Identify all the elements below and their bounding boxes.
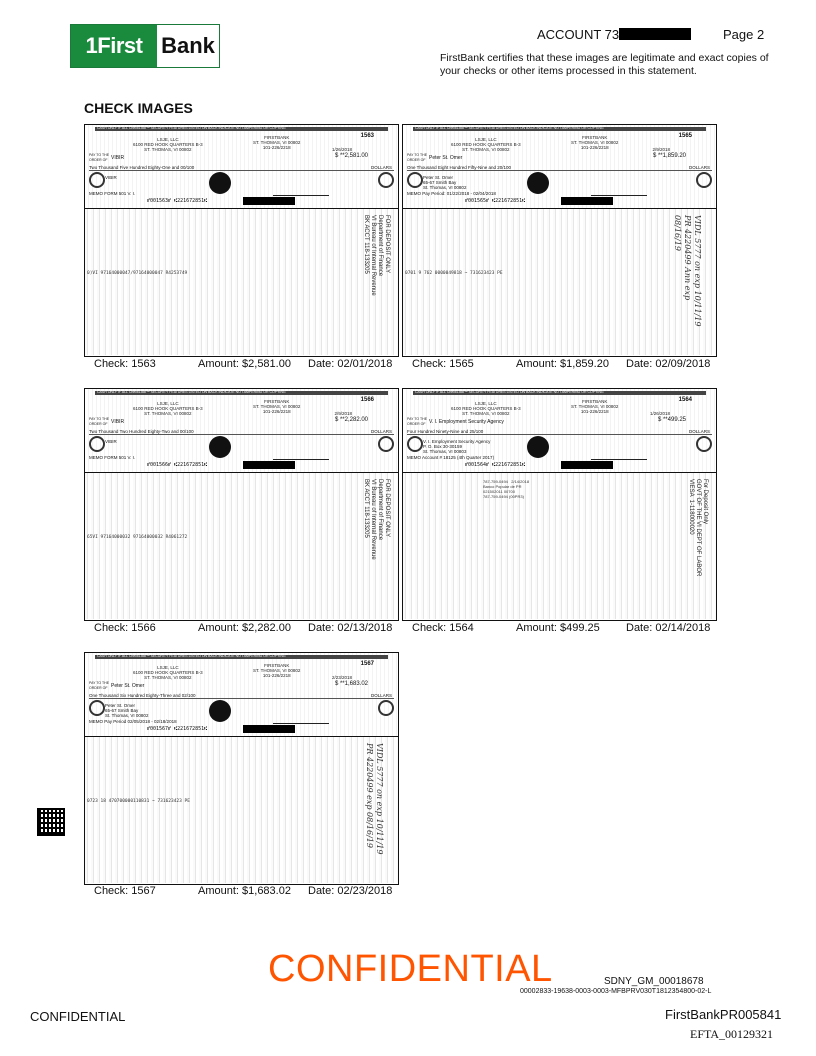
circle-mark-icon	[407, 436, 423, 452]
check-front	[403, 125, 716, 209]
circle-mark-icon	[89, 436, 105, 452]
check-front	[403, 389, 716, 473]
bates-subnumber: 00002833-19638-0003-0003-MFBPRV030T1812354800-02-L	[520, 988, 712, 995]
amount-box: $ **2,581.00	[334, 153, 368, 159]
endorsement-stamp: FOR DEPOSIT ONLY Department of Finance VI Bureau of Internal Revenue BK ACCT 118-133205	[363, 215, 390, 296]
drawer-name: LSJE, LLC 6100 RED HOOK QUARTERS B-3 ST. THOMAS, VI 00802	[451, 401, 521, 416]
check-front	[85, 653, 398, 737]
check-image	[84, 388, 399, 621]
caption-check-number: Check: 1563	[94, 358, 156, 370]
circle-mark-icon	[89, 172, 105, 188]
memo-label: MEMO	[407, 191, 421, 196]
memo-text: FORM 501 V. I.	[104, 455, 136, 460]
check-number: 1566	[360, 397, 374, 403]
amount-box: $ **1,683.02	[334, 681, 368, 687]
micr-line: ⑈001563⑈ ⑆221672851⑆	[147, 198, 208, 204]
amount-box: $ **499.25	[657, 417, 686, 423]
payee-address: VIBIR	[105, 175, 117, 180]
redaction-box	[561, 197, 613, 205]
back-center-stamp: 787-759-0494 2/14/2018 Banco Popular de PR 021502011 00700 787-759-0494 (00PR3)	[483, 479, 530, 499]
circle-mark-icon	[378, 436, 394, 452]
signature-icon	[591, 185, 647, 196]
signature-icon	[273, 185, 329, 196]
redaction-box	[243, 197, 295, 205]
handwritten-endorsement: VIDL 5777 on exp 10/11/19 PR 4220499 exp 08/16/19	[365, 743, 384, 855]
seal-icon	[527, 436, 549, 458]
check-back	[85, 209, 398, 355]
check-number: 1564	[678, 397, 692, 403]
payee: VIBIR	[111, 419, 125, 425]
signature-icon	[591, 449, 647, 460]
amount-words	[407, 429, 712, 435]
pay-to-label: PAY TO THE ORDER OF	[407, 417, 428, 426]
caption-date: Date: 02/23/2018	[308, 885, 393, 897]
bates-number: SDNY_GM_00018678	[604, 976, 704, 987]
caption-amount: Amount: $499.25	[516, 622, 600, 634]
memo-text: Account # 18125 (4th Quarter 2017)	[422, 455, 495, 460]
pay-to-label: PAY TO THE ORDER OF	[89, 681, 110, 690]
memo	[89, 719, 177, 724]
footer-bank-id: FirstBankPR005841	[665, 1007, 782, 1022]
check-back	[85, 473, 398, 619]
pay-to-label: PAY TO THE ORDER OF	[407, 153, 428, 162]
amount-words-text: Four Hundred Ninety-Nine and 25/100	[407, 429, 484, 434]
dollars-label: DOLLARS	[688, 165, 710, 170]
drawer-name: LSJE, LLC 6100 RED HOOK QUARTERS B-3 ST. THOMAS, VI 00802	[133, 401, 203, 416]
caption-date: Date: 02/01/2018	[308, 358, 393, 370]
amount-words	[89, 165, 394, 171]
check-back	[85, 737, 398, 883]
pay-to-label: PAY TO THE ORDER OF	[89, 417, 110, 426]
memo-text: FORM 501 V. I.	[104, 191, 136, 196]
caption-amount: Amount: $1,859.20	[516, 358, 609, 370]
logo-part1: 1First	[71, 25, 157, 67]
dollars-label: DOLLARS	[370, 693, 392, 698]
drawer-name: LSJE, LLC 6100 RED HOOK QUARTERS B-3 ST. THOMAS, VI 00802	[451, 137, 521, 152]
dollars-label: DOLLARS	[688, 429, 710, 434]
check-back	[403, 209, 716, 355]
security-band-text: CASH ONLY IF ALL CheckLock™ SECURITY FEATURES LISTED ON BACK INDICATE NO TAMPERING OR COPYING	[415, 126, 604, 130]
caption-check-number: Check: 1565	[412, 358, 474, 370]
endorsement-stamp: For Deposit Only GOVT OF THE VI DEPT OF LABOR VIESA 1-118000020	[688, 479, 708, 577]
memo-label: MEMO	[89, 719, 103, 724]
seal-icon	[209, 700, 231, 722]
amount-box: $ **1,859.20	[652, 153, 686, 159]
check-image	[402, 388, 717, 621]
drawer-name: LSJE, LLC 6100 RED HOOK QUARTERS B-3 ST. THOMAS, VI 00802	[133, 665, 203, 680]
payee: VIBIR	[111, 155, 125, 161]
seal-icon	[209, 436, 231, 458]
back-micr-line: 0723 18 470700000110831 ~ 731623423 PE	[87, 799, 190, 804]
micr-line: ⑈001564⑈ ⑆221672851⑆	[465, 462, 526, 468]
signature-icon	[273, 449, 329, 460]
endorsement-stamp: FOR DEPOSIT ONLY Department of Finance VI Bureau of Internal Revenue BK ACCT 118-133205	[363, 479, 390, 560]
caption-date: Date: 02/09/2018	[626, 358, 711, 370]
firstbank-logo	[70, 24, 220, 68]
seal-icon	[209, 172, 231, 194]
bank-name: FIRSTBANK ST. THOMAS, VI 00802 101-226/2218	[253, 135, 301, 150]
check-date: 2/9/2018	[334, 411, 352, 416]
bank-name: FIRSTBANK ST. THOMAS, VI 00802 101-226/2218	[571, 399, 619, 414]
memo-label: MEMO	[89, 455, 103, 460]
payee-address: Peter St. Omer 65-67 Smith Bay St. Thomas, VI 00802	[105, 703, 149, 718]
handwritten-endorsement: VIDL 5777 on exp 10/11/19 PR 4220499 Ann exp 08/16/19	[673, 215, 702, 327]
dollars-label: DOLLARS	[370, 165, 392, 170]
check-image	[402, 124, 717, 357]
payee-address: VIBIR	[105, 439, 117, 444]
security-band-text: CASH ONLY IF ALL CheckLock™ SECURITY FEATURES LISTED ON BACK INDICATE NO TAMPERING OR COPYING	[97, 654, 286, 658]
check-date: 2/9/2018	[652, 147, 670, 152]
redaction-box	[561, 461, 613, 469]
amount-words	[407, 165, 712, 171]
security-band-text: CASH ONLY IF ALL CheckLock™ SECURITY FEATURES LISTED ON BACK INDICATE NO TAMPERING OR COPYING	[415, 390, 604, 394]
seal-icon	[527, 172, 549, 194]
memo-label: MEMO	[89, 191, 103, 196]
section-title: CHECK IMAGES	[84, 100, 193, 116]
footer-efta-id: EFTA_00129321	[690, 1027, 774, 1041]
check-image	[84, 124, 399, 357]
memo-text: Pay Period: 01/22/2018 - 02/04/2018	[422, 191, 496, 196]
circle-mark-icon	[696, 172, 712, 188]
memo	[89, 191, 135, 196]
caption-date: Date: 02/14/2018	[626, 622, 711, 634]
circle-mark-icon	[407, 172, 423, 188]
caption-amount: Amount: $2,581.00	[198, 358, 291, 370]
account-number	[537, 27, 691, 42]
check-date: 2/23/2018	[331, 675, 352, 680]
page-number: Page 2	[723, 27, 765, 42]
amount-words-text: One Thousand Six Hundred Eighty-Three and 02/100	[89, 693, 196, 698]
redaction-box	[243, 461, 295, 469]
micr-line: ⑈001566⑈ ⑆221672851⑆	[147, 462, 208, 468]
check-back	[403, 473, 716, 619]
circle-mark-icon	[696, 436, 712, 452]
check-image	[84, 652, 399, 885]
bank-name: FIRSTBANK ST. THOMAS, VI 00802 101-226/2218	[253, 663, 301, 678]
memo	[89, 455, 135, 460]
check-number: 1563	[360, 133, 374, 139]
check-date: 1/26/2018	[649, 411, 670, 416]
payee-address: V. I. Employment Security Agency P. O. Box 30-30159 St. Thomas, VI 00803	[423, 439, 491, 454]
amount-box: $ **2,282.00	[334, 417, 368, 423]
security-band-text: CASH ONLY IF ALL CheckLock™ SECURITY FEATURES LISTED ON BACK INDICATE NO TAMPERING OR COPYING	[97, 390, 286, 394]
payee: V. I. Employment Security Agency	[429, 419, 504, 425]
account-label: ACCOUNT 73	[537, 27, 620, 42]
drawer-name: LSJE, LLC 6100 RED HOOK QUARTERS B-3 ST. THOMAS, VI 00802	[133, 137, 203, 152]
caption-date: Date: 02/13/2018	[308, 622, 393, 634]
back-micr-line: 0)VI 97164000047/97164000047 R4253749	[87, 271, 188, 276]
back-micr-line: 65VI 97164000032 97164000032 R4061272	[87, 535, 188, 540]
confidential-stamp: CONFIDENTIAL	[268, 948, 553, 990]
amount-words	[89, 693, 394, 699]
caption-amount: Amount: $1,683.02	[198, 885, 291, 897]
bank-name: FIRSTBANK ST. THOMAS, VI 00802 101-226/2218	[253, 399, 301, 414]
memo	[407, 191, 496, 196]
logo-part2: Bank	[157, 25, 219, 67]
signature-icon	[273, 713, 329, 724]
certification-text: FirstBank certifies that these images are legitimate and exact copies of your checks or other items processed in this statement.	[440, 52, 769, 77]
payee: Peter St. Omer	[429, 155, 463, 161]
circle-mark-icon	[378, 700, 394, 716]
back-micr-line: 0701 9 762 0000049818 ~ 731623423 PE	[405, 271, 503, 276]
check-number: 1567	[360, 661, 374, 667]
caption-amount: Amount: $2,282.00	[198, 622, 291, 634]
security-band-text: CASH ONLY IF ALL CheckLock™ SECURITY FEATURES LISTED ON BACK INDICATE NO TAMPERING OR COPYING	[97, 126, 286, 130]
memo	[407, 455, 494, 460]
dollars-label: DOLLARS	[370, 429, 392, 434]
check-front	[85, 125, 398, 209]
amount-words-text: Two Thousand Two Hundred Eighty-Two and 00/100	[89, 429, 194, 434]
qr-code-icon	[37, 808, 65, 836]
footer-confidential: CONFIDENTIAL	[30, 1009, 126, 1024]
circle-mark-icon	[89, 700, 105, 716]
caption-check-number: Check: 1564	[412, 622, 474, 634]
caption-check-number: Check: 1566	[94, 622, 156, 634]
check-number: 1565	[678, 133, 692, 139]
bank-name: FIRSTBANK ST. THOMAS, VI 00802 101-226/2218	[571, 135, 619, 150]
circle-mark-icon	[378, 172, 394, 188]
micr-line: ⑈001565⑈ ⑆221672851⑆	[465, 198, 526, 204]
check-date: 1/26/2018	[331, 147, 352, 152]
amount-words-text: One Thousand Eight Hundred Fifty-Nine and 20/100	[407, 165, 511, 170]
memo-label: MEMO	[407, 455, 421, 460]
amount-words-text: Two Thousand Five Hundred Eighty-One and 00/100	[89, 165, 195, 170]
payee: Peter St. Omer	[111, 683, 145, 689]
redaction-box	[243, 725, 295, 733]
payee-address: Peter St. Omer 65-67 Smith Bay St. Thomas, VI 00802	[423, 175, 467, 190]
memo-text: Pay Period 02/05/2018 - 02/18/2018	[104, 719, 177, 724]
check-front	[85, 389, 398, 473]
micr-line: ⑈001567⑈ ⑆221672851⑆	[147, 726, 208, 732]
caption-check-number: Check: 1567	[94, 885, 156, 897]
pay-to-label: PAY TO THE ORDER OF	[89, 153, 110, 162]
amount-words	[89, 429, 394, 435]
account-redaction	[619, 28, 691, 40]
